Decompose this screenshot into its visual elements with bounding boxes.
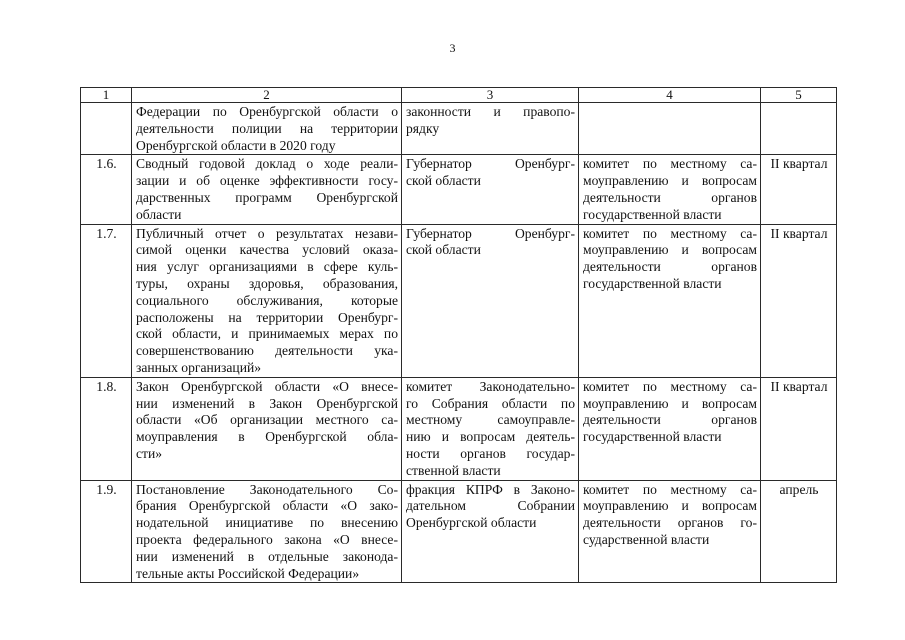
- document-title-line: ской области, и принимаемых мерах по: [136, 326, 398, 342]
- responsible-party-line: ской области: [406, 242, 481, 258]
- document-title-line: совершенствованию деятельности ука-: [136, 343, 398, 359]
- document-title-line: моуправления в Оренбургской обла-: [136, 429, 398, 445]
- responsible-party-line: ности органов государ-: [406, 445, 575, 461]
- committee: [579, 377, 761, 480]
- row-number: [81, 103, 132, 155]
- committee-line: деятельности органов: [583, 189, 757, 205]
- responsible-party-line: комитет Законодательно-: [406, 378, 575, 394]
- responsible-party-line: законности и правопо-: [406, 104, 575, 119]
- responsible-party: [402, 224, 579, 377]
- document-title-line: Федерации по Оренбургской области о: [136, 104, 398, 119]
- document-title-line: сти»: [136, 445, 163, 461]
- committee-line: моуправлению и вопросам: [583, 242, 757, 258]
- document-title: [132, 103, 402, 155]
- document-title-line: деятельности полиции на территории: [136, 120, 398, 136]
- document-title-line: Постановление Законодательного Со-: [136, 481, 398, 497]
- header-cell-committee: 4: [579, 88, 761, 103]
- committee-line: моуправлению и вопросам: [583, 395, 757, 411]
- plan-table: [80, 87, 837, 583]
- term: II квартал: [761, 224, 837, 377]
- document-title-line: симой оценки качества условий оказа-: [136, 242, 398, 258]
- committee-line: государственной власти: [583, 275, 722, 291]
- term: II квартал: [761, 155, 837, 224]
- committee-line: комитет по местному са-: [583, 156, 757, 172]
- responsible-party-line: Губернатор Оренбург-: [406, 225, 575, 241]
- row-number: 1.9.: [81, 480, 132, 583]
- document-title-line: Сводный годовой доклад о ходе реали-: [136, 156, 398, 172]
- document-title-line: расположены на территории Оренбург-: [136, 309, 398, 325]
- committee: [579, 224, 761, 377]
- row-number: 1.7.: [81, 224, 132, 377]
- document-title: [132, 155, 402, 224]
- document-title-line: социального обслуживания, которые: [136, 292, 398, 308]
- responsible-party: [402, 377, 579, 480]
- responsible-party-line: ственной власти: [406, 462, 501, 478]
- document-title-line: проекта федерального закона «О внесе-: [136, 531, 398, 547]
- committee-line: государственной власти: [583, 429, 722, 445]
- table-row: [81, 480, 837, 583]
- term: [761, 103, 837, 155]
- committee-line: деятельности органов го-: [583, 515, 757, 531]
- document-title-line: области: [136, 206, 182, 222]
- table-row: [81, 224, 837, 377]
- committee: [579, 103, 761, 155]
- row-number: 1.8.: [81, 377, 132, 480]
- document-title-line: ния услуг организациями в сфере куль-: [136, 259, 398, 275]
- document-title: [132, 480, 402, 583]
- row-number: 1.6.: [81, 155, 132, 224]
- committee-line: моуправлению и вопросам: [583, 498, 757, 514]
- responsible-party-line: нию и вопросам деятель-: [406, 429, 575, 445]
- page-number: 3: [449, 41, 456, 55]
- responsible-party: [402, 480, 579, 583]
- document-title-line: Публичный отчет о результатах незави-: [136, 225, 398, 241]
- table-row: [81, 377, 837, 480]
- committee-line: комитет по местному са-: [583, 481, 757, 497]
- document-title-line: туры, охраны здоровья, образования,: [136, 275, 398, 291]
- responsible-party-line: ской области: [406, 173, 481, 189]
- document-title-line: дарственных программ Оренбургской: [136, 189, 398, 205]
- term: II квартал: [761, 377, 837, 480]
- document-title-line: нодательной инициативе по внесению: [136, 515, 398, 531]
- document-title-line: тельные акты Российской Федерации»: [136, 565, 360, 581]
- responsible-party-line: Оренбургской области: [406, 515, 537, 531]
- header-cell-number: 1: [81, 88, 132, 103]
- header-row: [81, 88, 837, 103]
- document-title-line: нии изменений в Закон Оренбургской: [136, 395, 398, 411]
- responsible-party: [402, 103, 579, 155]
- header-cell-responsible: 3: [402, 88, 579, 103]
- document-title-line: Оренбургской области в 2020 году: [136, 137, 336, 153]
- table-row: [81, 103, 837, 155]
- responsible-party: [402, 155, 579, 224]
- responsible-party-line: го Собрания области по: [406, 395, 575, 411]
- responsible-party-line: рядку: [406, 120, 440, 136]
- committee-line: деятельности органов: [583, 412, 757, 428]
- responsible-party-line: местному самоуправле-: [406, 412, 575, 428]
- responsible-party-line: Губернатор Оренбург-: [406, 156, 575, 172]
- document-title: [132, 377, 402, 480]
- document-title-line: брания Оренбургской области «О зако-: [136, 498, 398, 514]
- document-title-line: занных организаций»: [136, 359, 262, 375]
- committee-line: сударственной власти: [583, 531, 710, 547]
- header-cell-document: 2: [132, 88, 402, 103]
- document-title-line: зации и об оценке эффективности госу-: [136, 173, 398, 189]
- committee-line: комитет по местному са-: [583, 378, 757, 394]
- header-cell-term: 5: [761, 88, 837, 103]
- committee: [579, 480, 761, 583]
- document-title-line: Закон Оренбургской области «О внесе-: [136, 378, 398, 394]
- document-title-line: нии изменений в отдельные законода-: [136, 548, 398, 564]
- responsible-party-line: фракция КПРФ в Законо-: [406, 481, 575, 497]
- committee: [579, 155, 761, 224]
- table-row: [81, 155, 837, 224]
- committee-line: государственной власти: [583, 206, 722, 222]
- committee-line: комитет по местному са-: [583, 225, 757, 241]
- committee-line: деятельности органов: [583, 259, 757, 275]
- document-title-line: области «Об организации местного са-: [136, 412, 398, 428]
- document-title: [132, 224, 402, 377]
- term: апрель: [761, 480, 837, 583]
- responsible-party-line: дательном Собрании: [406, 498, 575, 514]
- committee-line: моуправлению и вопросам: [583, 173, 757, 189]
